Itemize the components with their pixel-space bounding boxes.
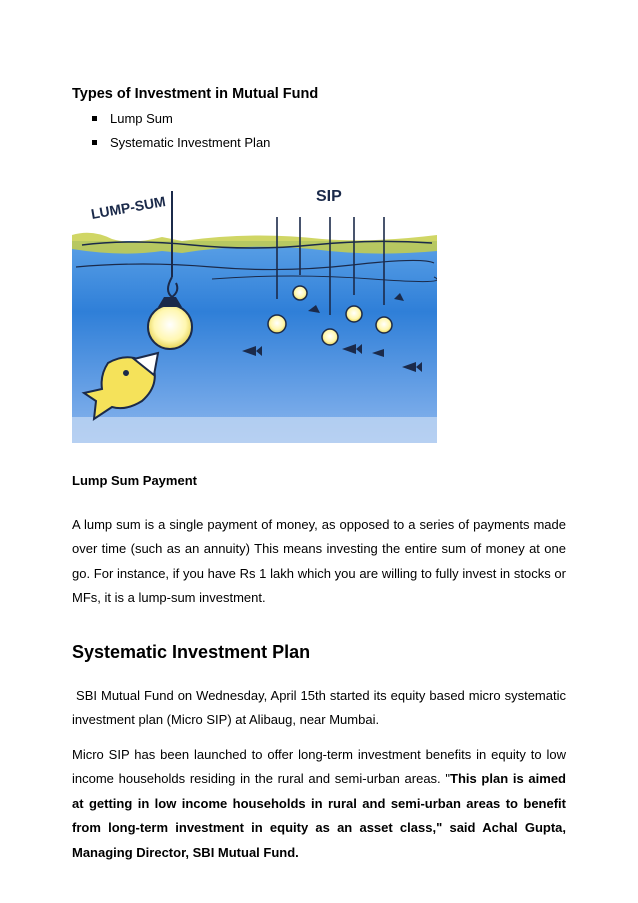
list-item — [92, 111, 270, 135]
bullet-square-icon — [92, 116, 97, 121]
sip-paragraph-2-text: Micro SIP has been launched to offer long-term investment benefits in equity to low income households residing in the rural and semi-urban areas. " — [72, 747, 566, 787]
list-item-label: Systematic Investment Plan — [110, 135, 271, 150]
investment-types-list — [92, 111, 270, 159]
sip-label — [316, 188, 342, 205]
section-heading-sip: Systematic Investment Plan — [72, 642, 311, 662]
sip-paragraph-1: SBI Mutual Fund on Wednesday, April 15th started its equity based micro systematic investment plan (Micro SIP) at Alibaug, near Mumbai. — [72, 688, 570, 728]
sip-paragraph-2 — [72, 743, 566, 865]
lump-sum-paragraph: A lump sum is a single payment of money, as opposed to a series of payments made over time (such as an annuity) This means investing the entire sum of money at one go. For instance, if you have Rs 1 lakh which you are willing to fully invest in stocks or MFs, it is a lump-sum investment. — [72, 517, 566, 606]
section-heading-lump-sum: Lump Sum Payment — [72, 473, 197, 488]
list-item — [92, 135, 270, 159]
bullet-square-icon — [92, 140, 97, 145]
list-item-label: Lump Sum — [110, 111, 173, 126]
svg-text:LUMP-SUM: LUMP-SUM — [89, 193, 167, 222]
lump-sum-vs-sip-illustration — [72, 179, 437, 443]
svg-text:SIP: SIP — [316, 188, 342, 205]
water — [72, 241, 437, 443]
section-heading-types: Types of Investment in Mutual Fund — [72, 86, 319, 102]
sip-quote-bold: This plan is aimed at getting in low income households in rural and semi-urban areas to benefit from long-term investment in equity as an asset class," said Achal Gupta, Managing Director, SBI Mutual Fund. — [72, 771, 566, 860]
